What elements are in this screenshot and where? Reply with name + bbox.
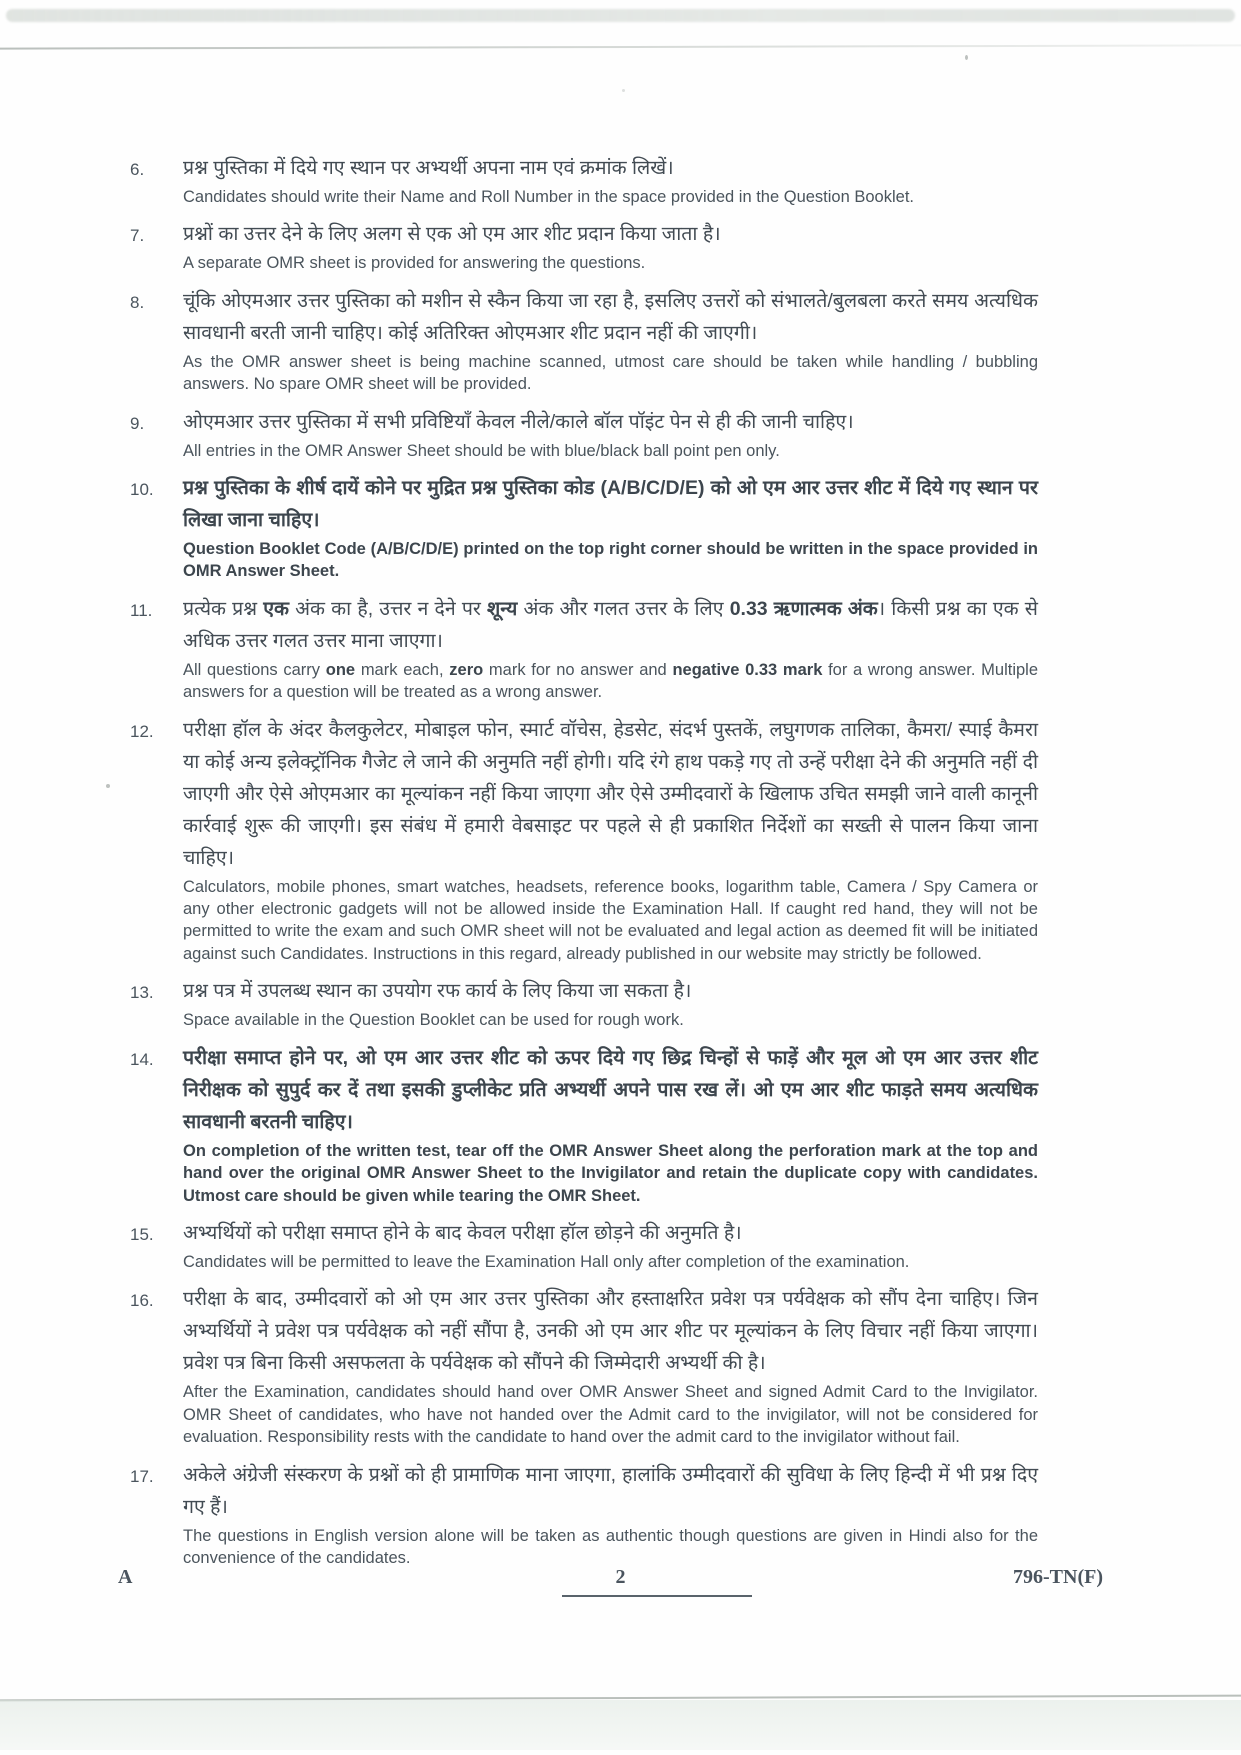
- instruction-list: [130, 152, 1038, 1597]
- english-text: [183, 1525, 1038, 1570]
- text-segment: एक: [263, 597, 289, 620]
- text-segment: As the OMR answer sheet is being machine scanned, utmost care should be taken while handling / bubbling answers. No spare OMR sheet will be provided.: [183, 352, 1038, 394]
- english-text: [183, 252, 1038, 274]
- item-body: [183, 1283, 1038, 1448]
- text-segment: negative 0.33 mark: [672, 660, 823, 679]
- item-body: [183, 1042, 1038, 1207]
- item-body: [183, 285, 1038, 396]
- instruction-item: [130, 406, 1038, 462]
- instruction-item: [130, 1042, 1038, 1207]
- english-text: [183, 1381, 1038, 1448]
- page-number: 2: [615, 1566, 626, 1588]
- item-number: 12.: [130, 721, 154, 741]
- text-segment: mark for no answer and: [483, 660, 673, 679]
- instruction-item: [130, 472, 1038, 583]
- english-text: [183, 1140, 1038, 1207]
- text-segment: परीक्षा हॉल के अंदर कैलकुलेटर, मोबाइल फोन, स्मार्ट वॉचेस, हेडसेट, संदर्भ पुस्तकें, लघुगणक तालिका, कैमरा/ स्पाई कैमरा या कोई अन्य इलेक्ट्रॉनिक गैजेट ले जाने की अनुमति नहीं होगी। यदि रंगे हाथ पकड़े गए तो उन्हें परीक्षा देने की अनुमति नहीं दी जाएगी और ऐसे ओएमआर का मूल्यांकन नहीं किया जाएगा और ऐसे उम्मीदवारों के खिलाफ उचित समझी जाने वाली कानूनी कार्रवाई शुरू की जाएगी। इस संबंध में हमारी वेबसाइट पर पहले से ही प्रकाशित निर्देशों का सख्ती से पालन किया जाना चाहिए।: [183, 718, 1038, 869]
- hindi-text: [183, 285, 1038, 349]
- page-footer: [0, 1566, 1241, 1596]
- scan-artifact-top-band: [6, 9, 1235, 22]
- english-text: [183, 1009, 1038, 1031]
- item-body: [183, 593, 1038, 704]
- item-number: 6.: [130, 160, 145, 179]
- hindi-text: [183, 406, 1038, 438]
- text-segment: शून्य: [487, 597, 518, 620]
- hindi-text: [183, 593, 1038, 657]
- item-number: 10.: [130, 480, 154, 500]
- instruction-item: [130, 285, 1038, 396]
- item-number: 15.: [130, 1224, 154, 1244]
- instruction-item: [130, 714, 1038, 966]
- item-number: 13.: [130, 983, 154, 1003]
- text-segment: ओएमआर उत्तर पुस्तिका में सभी प्रविष्टियाँ केवल नीले/काले बॉल पॉइंट पेन से ही की जानी चाहिए।: [183, 410, 854, 433]
- text-segment: । किसी प्रश्न का एक से अधिक उत्तर गलत उत्तर माना जाएगा।: [183, 597, 1038, 652]
- text-segment: Question Booklet Code (A/B/C/D/E) printed on the top right corner should be written in the space provided in OMR Answer Sheet.: [183, 540, 1038, 581]
- text-segment: Candidates will be permitted to leave the Examination Hall only after completion of the examination.: [183, 1252, 910, 1271]
- item-number: 8.: [130, 292, 145, 312]
- item-body: [183, 714, 1038, 966]
- item-body: [183, 218, 1038, 274]
- text-segment: अंक और गलत उत्तर के लिए: [517, 597, 730, 620]
- english-text: [183, 351, 1038, 396]
- english-text: [183, 440, 1038, 462]
- scan-speck: [965, 55, 968, 60]
- instruction-item: [130, 1217, 1038, 1273]
- text-segment: All entries in the OMR Answer Sheet should be with blue/black ball point pen only.: [183, 441, 780, 460]
- text-segment: one: [325, 660, 356, 679]
- english-text: [183, 876, 1038, 966]
- text-segment: अभ्यर्थियों को परीक्षा समाप्त होने के बाद केवल परीक्षा हॉल छोड़ने की अनुमति है।: [183, 1221, 742, 1244]
- text-segment: zero: [449, 660, 484, 679]
- instruction-item: [130, 1459, 1038, 1570]
- instruction-item: [130, 218, 1038, 274]
- text-segment: परीक्षा समाप्त होने पर, ओ एम आर उत्तर शीट को ऊपर दिये गए छिद्र चिन्हों से फाड़ें और मूल ओ एम आर उत्तर शीट निरीक्षक को सुपुर्द कर दें तथा इसकी डुप्लीकेट प्रति अभ्यर्थी अपने पास रख लें। ओ एम आर शीट फाड़ते समय अत्यधिक सावधानी बरतनी चाहिए।: [183, 1046, 1038, 1133]
- text-segment: परीक्षा के बाद, उम्मीदवारों को ओ एम आर उत्तर पुस्तिका और हस्ताक्षरित प्रवेश पत्र पर्यवेक्षक को सौंप देना चाहिए। जिन अभ्यर्थियों ने प्रवेश पत्र पर्यवेक्षक को नहीं सौंपा है, उनकी ओ एम आर शीट पर मूल्यांकन के लिए विचार नहीं किया जाएगा। प्रवेश पत्र बिना किसी असफलता के पर्यवेक्षक को सौंपने की जिम्मेदारी अभ्यर्थी की है।: [183, 1288, 1038, 1375]
- text-segment: Space available in the Question Booklet can be used for rough work.: [183, 1011, 684, 1030]
- scan-artifact-bottom-band: [0, 1700, 1241, 1750]
- item-body: [183, 1459, 1038, 1570]
- item-number: 14.: [130, 1049, 154, 1069]
- text-segment: for a wrong answer. Multiple answers for a question will be treated as a wrong answer.: [183, 660, 1039, 702]
- hindi-text: [183, 1283, 1038, 1379]
- instruction-item: [130, 593, 1038, 704]
- text-segment: The questions in English version alone will be taken as authentic though questions are given in Hindi also for the convenience of the candidates.: [183, 1526, 1038, 1567]
- item-number: 17.: [130, 1466, 154, 1486]
- item-body: [183, 152, 1038, 208]
- text-segment: Candidates should write their Name and Roll Number in the space provided in the Question Booklet.: [183, 188, 914, 206]
- text-segment: प्रत्येक प्रश्न: [183, 597, 264, 620]
- text-segment: mark each,: [355, 660, 450, 679]
- item-body: [183, 1217, 1038, 1273]
- english-text: [183, 659, 1038, 704]
- hindi-text: [183, 1042, 1038, 1138]
- text-segment: अंक का है, उत्तर न देने पर: [288, 597, 488, 620]
- text-segment: प्रश्न पत्र में उपलब्ध स्थान का उपयोग रफ कार्य के लिए किया जा सकता है।: [183, 980, 692, 1003]
- instruction-item: [130, 975, 1038, 1031]
- text-segment: All questions carry: [183, 660, 326, 679]
- hindi-text: [183, 1459, 1038, 1523]
- booklet-code: A: [118, 1566, 133, 1588]
- instruction-item: [130, 152, 1038, 208]
- english-text: [183, 538, 1038, 583]
- hindi-text: [183, 975, 1038, 1007]
- hindi-text: [183, 714, 1038, 874]
- hindi-text: [183, 472, 1038, 536]
- hindi-text: [183, 152, 1038, 184]
- item-body: [183, 472, 1038, 583]
- item-number: 9.: [130, 413, 145, 433]
- scan-speck: [622, 89, 625, 92]
- text-segment: On completion of the written test, tear off the OMR Answer Sheet along the perforation mark at the top and hand over the original OMR Answer Sheet to the Invigilator and retain the duplicate copy with candidates. Utmost care should be given while tearing the OMR Sheet.: [183, 1141, 1038, 1205]
- scan-artifact-top-line: [0, 44, 1241, 49]
- item-body: [183, 406, 1038, 462]
- instruction-item: [130, 1283, 1038, 1448]
- english-text: [183, 1251, 1038, 1273]
- text-segment: प्रश्नों का उत्तर देने के लिए अलग से एक ओ एम आर शीट प्रदान किया जाता है।: [183, 223, 721, 246]
- hindi-text: [183, 1217, 1038, 1249]
- text-segment: प्रश्न पुस्तिका के शीर्ष दायें कोने पर मुद्रित प्रश्न पुस्तिका कोड (A/B/C/D/E) को ओ एम आर उत्तर शीट में दिये गए स्थान पर लिखा जाना चाहिए।: [183, 477, 1038, 532]
- text-segment: अकेले अंग्रेजी संस्करण के प्रश्नों को ही प्रामाणिक माना जाएगा, हालांकि उम्मीदवारों की सुविधा के लिए हिन्दी में भी प्रश्न दिए गए हैं।: [183, 1463, 1038, 1518]
- hindi-text: [183, 218, 1038, 250]
- scan-speck: [106, 784, 110, 788]
- text-segment: प्रश्न पुस्तिका में दिये गए स्थान पर अभ्यर्थी अपना नाम एवं क्रमांक लिखें।: [183, 157, 674, 179]
- item-number: 11.: [130, 600, 153, 620]
- text-segment: चूंकि ओएमआर उत्तर पुस्तिका को मशीन से स्कैन किया जा रहा है, इसलिए उत्तरों को संभालते/बुलबला करते समय अत्यधिक सावधानी बरती जानी चाहिए। कोई अतिरिक्त ओएमआर शीट प्रदान नहीं की जाएगी।: [183, 289, 1038, 344]
- text-segment: A separate OMR sheet is provided for answering the questions.: [183, 254, 646, 273]
- text-segment: 0.33 ऋणात्मक अंक: [729, 597, 878, 620]
- text-segment: Calculators, mobile phones, smart watches, headsets, reference books, logarithm table, Camera / Spy Camera or any other electronic gadgets will not be allowed inside the Examination Hall. If caught red hand, they will not be permitted to write the exam and such OMR sheet will not be evaluated and legal action as deemed fit will be initiated against such Candidates. Instructions in this regard, already published in our website may strictly be followed.: [183, 877, 1038, 963]
- item-body: [183, 975, 1038, 1031]
- text-segment: After the Examination, candidates should hand over OMR Answer Sheet and signed Admit Card to the Invigilator. OMR Sheet of candidates, who have not handed over the Admit card to the invigilator, will not be considered for evaluation. Responsibility rests with the candidate to hand over the admit card to the invigilator without fail.: [183, 1383, 1038, 1447]
- item-number: 7.: [130, 226, 145, 246]
- form-code: 796-TN(F): [1013, 1566, 1103, 1588]
- english-text: [183, 186, 1038, 208]
- item-number: 16.: [130, 1291, 154, 1311]
